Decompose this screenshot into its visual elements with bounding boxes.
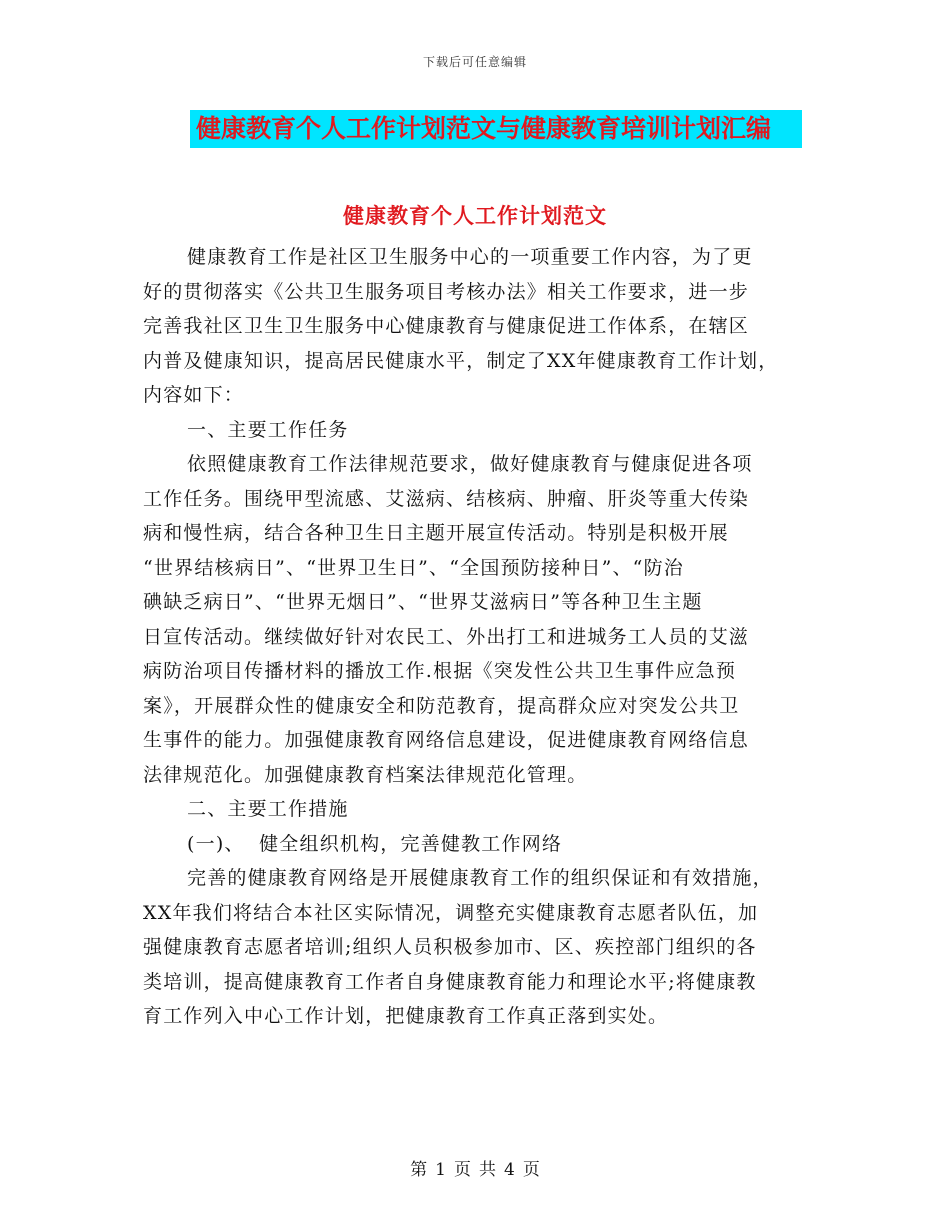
paragraph-line: 案》，开展群众性的健康安全和防范教育，提高群众应对突发公共卫 (143, 694, 740, 717)
paragraph-line: 工作任务。围绕甲型流感、艾滋病、结核病、肿瘤、肝炎等重大传染 (143, 487, 750, 510)
paragraph-line: XX年我们将结合本社区实际情况，调整充实健康教育志愿者队伍，加 (143, 901, 759, 924)
paragraph-line: 完善的健康教育网络是开展健康教育工作的组织保证和有效措施， (187, 867, 773, 889)
paragraph-line: 内容如下： (143, 384, 245, 406)
total-page-number: 4 (504, 1160, 515, 1180)
footer-page-word: 页 (454, 1160, 471, 1180)
body-text (143, 240, 813, 1034)
footer-total-word: 共 (479, 1160, 496, 1180)
heading-main-tasks: 一、主要工作任务 (187, 418, 349, 441)
paragraph-line: 病防治项目传播材料的播放工作.根据《突发性公共卫生事件应急预 (143, 660, 737, 682)
footer-prefix: 第 (410, 1160, 428, 1180)
paragraph-line: 育工作列入中心工作计划，把健康教育工作真正落到实处。 (143, 1005, 669, 1027)
subheading-organization: (一)、 健全组织机构，完善健教工作网络 (187, 832, 563, 855)
paragraph-line: 好的贯彻落实《公共卫生服务项目考核办法》相关工作要求，进一步 (143, 280, 750, 303)
footer-suffix: 页 (522, 1160, 540, 1180)
header-note: 下载后可任意编辑 (422, 55, 527, 69)
paragraph-line: 病和慢性病，结合各种卫生日主题开展宣传活动。特别是积极开展 (143, 522, 729, 544)
main-title: 健康教育个人工作计划范文与健康教育培训计划汇编 (190, 110, 802, 148)
current-page-number: 1 (435, 1160, 446, 1180)
paragraph-line: 生事件的能力。加强健康教育网络信息建设，促进健康教育网络信息 (143, 729, 750, 751)
paragraph-line: 内普及健康知识，提高居民健康水平，制定了XX年健康教育工作计划， (143, 349, 779, 372)
paragraph-line: “世界结核病日”、“世界卫生日”、“全国预防接种日”、“防治 (143, 556, 684, 579)
paragraph-line: 健康教育工作是社区卫生服务中心的一项重要工作内容，为了更 (187, 246, 753, 268)
paragraph-line: 碘缺乏病日”、“世界无烟日”、“世界艾滋病日”等各种卫生主题 (143, 591, 703, 613)
section-title: 健康教育个人工作计划范文 (343, 203, 607, 228)
paragraph-line: 法律规范化。加强健康教育档案法律规范化管理。 (143, 763, 588, 786)
paragraph-line: 依照健康教育工作法律规范要求，做好健康教育与健康促进各项 (187, 453, 753, 475)
paragraph-line: 完善我社区卫生卫生服务中心健康教育与健康促进工作体系，在辖区 (143, 315, 750, 337)
page-footer (0, 1155, 950, 1180)
paragraph-line: 类培训，提高健康教育工作者自身健康教育能力和理论水平;将健康教 (143, 970, 757, 993)
paragraph-line: 强健康教育志愿者培训;组织人员积极参加市、区、疾控部门组织的各 (143, 936, 757, 958)
paragraph-line: 日宣传活动。继续做好针对农民工、外出打工和进城务工人员的艾滋 (143, 625, 750, 648)
heading-main-measures: 二、主要工作措施 (187, 798, 349, 820)
